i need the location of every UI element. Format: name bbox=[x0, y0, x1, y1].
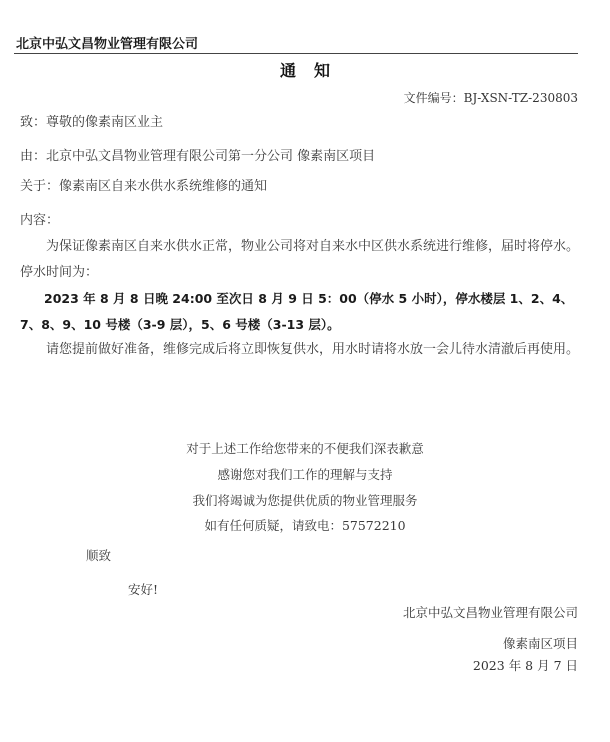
document-number: 文件编号：BJ-XSN-TZ-230803 bbox=[403, 91, 578, 105]
body-paragraph-schedule: 2023 年 8 月 8 日晚 24:00 至次日 8 月 9 日 5：00（停水 5 小时），停水楼层 1、2、4、7、8、9、10 号楼（3-9 层），5、6 号楼（3-13 层）。 bbox=[20, 291, 574, 332]
signature-date: 2023 年 8 月 7 日 bbox=[472, 658, 578, 673]
header-divider bbox=[14, 53, 578, 54]
subject-line: 关于：像素南区自来水供水系统维修的通知 bbox=[20, 179, 268, 194]
closing-contact: 如有任何质疑，请致电：57572210 bbox=[204, 518, 406, 533]
closing-commitment: 我们将竭诚为您提供优质的物业管理服务 bbox=[192, 493, 418, 508]
notice-title: 通知 bbox=[279, 61, 348, 80]
company-header: 北京中弘文昌物业管理有限公司 bbox=[16, 37, 199, 52]
signature-project: 像素南区项目 bbox=[502, 636, 578, 651]
body-paragraph-intro: 为保证像素南区自来水供水正常，物业公司将对自来水中区供水系统进行维修，届时将停水。停水时间为： bbox=[20, 239, 580, 280]
closing-greeting: 安好! bbox=[128, 582, 159, 597]
content-label: 内容： bbox=[20, 213, 60, 228]
body-paragraph-instructions: 请您提前做好准备，维修完成后将立即恢复供水，用水时请将水放一会儿待水清澈后再使用。 bbox=[46, 342, 580, 357]
closing-thanks: 感谢您对我们工作的理解与支持 bbox=[217, 467, 393, 482]
closing-apology: 对于上述工作给您带来的不便我们深表歉意 bbox=[186, 441, 424, 456]
closing-regards: 顺致 bbox=[86, 548, 112, 563]
signature-company: 北京中弘文昌物业管理有限公司 bbox=[402, 605, 578, 620]
recipient-line: 致：尊敬的像素南区业主 bbox=[20, 115, 164, 130]
sender-line: 由：北京中弘文昌物业管理有限公司第一分公司 像素南区项目 bbox=[20, 149, 376, 164]
